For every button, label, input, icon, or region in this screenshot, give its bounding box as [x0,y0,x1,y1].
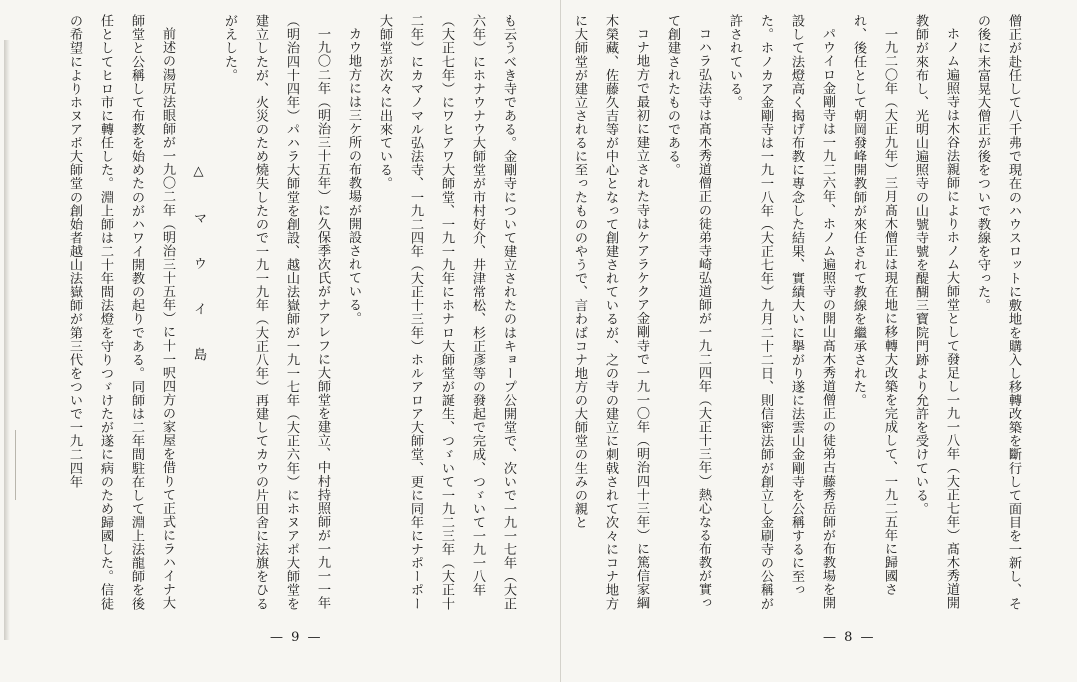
right-paragraph-5: コハラ弘法寺は髙木秀道僧正の徒弟寺崎弘道師が一九二四年（大正十三年）熱心なる布教が實って創建されたものである。 [665,14,711,610]
right-page [561,0,1077,682]
left-page-text [67,14,524,612]
right-paragraph-1: 僧正が赴任して八千弗で現在のハウスロットに敷地を購入し移轉改築を斷行して面目を一新し、その後に末富晃大僧正が後をついで教線を守った。 [975,14,1021,611]
left-paragraph-4: 前述の湯尻法眼師が一九〇二年（明治三十五年）に十一呎四方の家屋を借りて正式にラハイナ大師堂と公稱して布教を始めたのがハワイ開教の起りである。同師は二年間駐在して淵上法龍師を後任としてヒロ市に轉任した。淵上師は二十年間法燈を守りつゞけたが遂に病のため歸國した。信徒の希望によりホヌアポ大師堂の創始者越山法嶽師が第三代をついで一九二四年 [67,14,175,611]
right-paragraph-4: パウイロ金剛寺は一九二六年、ホノム遍照寺の開山髙木秀道僧正の徒弟古藤秀岳師が布教場を開設して法燈高く揭げ布教に專念した結果、實績大いに擧がり遂に法雲山金剛寺を公稱するに至った。ホノカア金剛寺は一九一八年（大正七年）九月二十二日、則信密法師が創立し金刷寺の公稱が許されている。 [727,14,835,611]
right-paragraph-6: コナ地方で最初に建立された寺はケアラケクア金剛寺で一九一〇年（明治四十三年）に篤信家綱木榮藏、佐藤久吉等が中心となって創建されているが、之の寺の建立に刺戟されて次々にコナ地方に大師堂が建立されるに至ったもののやうで、言わばコナ地方の大師堂の生みの親と [572,14,649,611]
right-page-text [572,14,1029,612]
right-paragraph-3: 一九二〇年（大正九年）三月髙木僧正は現在地に移轉大改築を完成して、一九二五年に歸國され、後任として朝岡發峰開教師が來任されて教線を繼承された。 [851,14,897,597]
left-paragraph-1: も云うべき寺である。金剛寺について建立されたのはキョープ公開堂で、次いで一九一七年（大正六年）にホナウナウ大師堂が市村好介、井津常松、杉正彥等の發起で完成、つゞいて一九一八年（大正七年）にワヒアワ大師堂、一九一九年にホナロ大師堂が誕生、つゞいて一九二三年（大正十二年）にカマノマル弘法寺、一九二四年（大正十三年）ホルアロア大師堂、更に同年にナポーポー大師堂が次々に出來ている。 [377,14,516,611]
margin-pencil-mark [15,430,16,500]
page-number-right: — 8 — [823,630,876,645]
page-number-left: — 9 — [270,630,323,645]
right-paragraph-2: ホノム遍照寺は木谷法親師によりホノム大師堂として發足し一九一八年（大正七年）髙木秀道開教師が來布し、光明山遍照寺の山號寺號を醍醐三寶院門跡より允許を受けている。 [913,14,959,610]
left-paragraph-2: カウ地方には三ケ所の布教場が開設されている。 [346,27,361,326]
binding-shadow [4,40,10,640]
left-paragraph-3: 一九〇二年（明治三十五年）に久保季次氏がナアレフに大師堂を建立、中村持照師が一九一一年（明治四十四年）パハラ大師堂を創設、越山法嶽師が一九一七年（大正六年）にホヌアポ大師堂を建立したが、火災のため燒失したので一九一九年（大正八年）再建してカウの片田舍に法旗をひるがえした。 [222,14,330,611]
section-heading-maui: △ マ ウ イ 島 [191,164,206,375]
